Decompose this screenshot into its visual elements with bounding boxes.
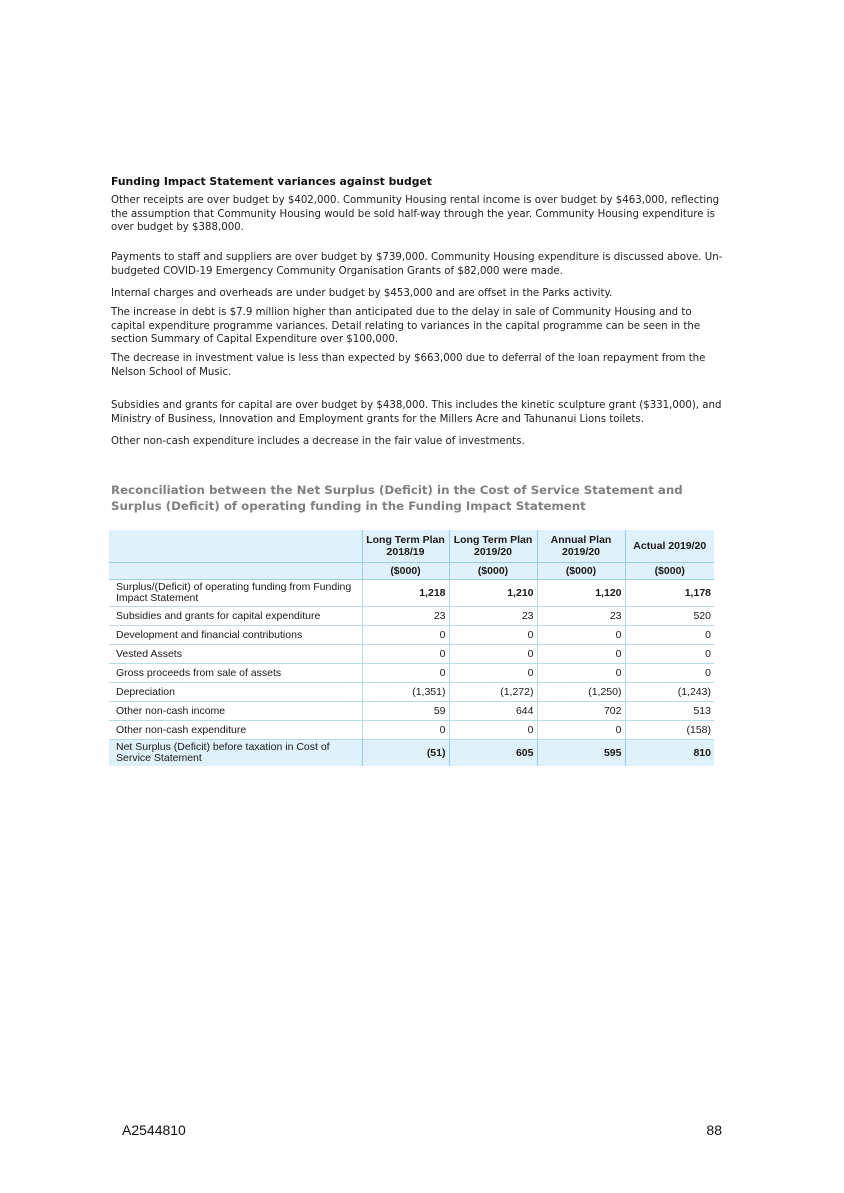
- row-value: 0: [449, 664, 537, 683]
- table-row: [109, 721, 714, 740]
- units-cell: ($000): [449, 563, 537, 580]
- units-cell: ($000): [537, 563, 625, 580]
- table-total-row: [109, 740, 714, 767]
- table-row: [109, 683, 714, 702]
- units-blank-cell: [109, 563, 362, 580]
- row-label: Other non-cash expenditure: [109, 721, 362, 740]
- row-label: Depreciation: [109, 683, 362, 702]
- document-id: A2544810: [122, 1122, 186, 1138]
- row-value: 0: [362, 645, 449, 664]
- paragraph-investment-value: The decrease in investment value is less than expected by $663,000 due to deferral of the loan repayment from the Nelson School of Music.: [111, 353, 706, 378]
- row-value: 0: [537, 626, 625, 645]
- paragraph-subsidies-grants: Subsidies and grants for capital are over budget by $438,000. This includes the kinetic sculpture grant ($331,000), and Ministry of Business, Innovation and Employment grants for the Millers Acre and Tahunanui Lions toilets.: [111, 400, 722, 425]
- row-value: 23: [362, 607, 449, 626]
- row-value: 0: [537, 645, 625, 664]
- units-cell: ($000): [625, 563, 714, 580]
- reconciliation-table: [109, 529, 714, 766]
- reconciliation-title: Reconciliation between the Net Surplus (Deficit) in the Cost of Service Statement and Surplus (Deficit) of operating funding in the Funding Impact Statement: [111, 483, 683, 513]
- row-value: 520: [625, 607, 714, 626]
- row-value: 1,218: [362, 580, 449, 607]
- row-value: 0: [449, 645, 537, 664]
- page-number: 88: [706, 1122, 722, 1138]
- row-value: 1,120: [537, 580, 625, 607]
- table-row: [109, 702, 714, 721]
- paragraph-payments-staff: Payments to staff and suppliers are over budget by $739,000. Community Housing expenditure is discussed above. Un-budgeted COVID-19 Emergency Community Organisation Grants of $82,000 were made.: [111, 252, 723, 277]
- table-units-row: [109, 563, 714, 580]
- row-value: 810: [625, 740, 714, 767]
- row-value: 23: [537, 607, 625, 626]
- row-value: 0: [537, 721, 625, 740]
- row-label: Surplus/(Deficit) of operating funding from Funding Impact Statement: [109, 580, 362, 607]
- row-label: Gross proceeds from sale of assets: [109, 664, 362, 683]
- row-value: (158): [625, 721, 714, 740]
- row-value: 0: [362, 664, 449, 683]
- row-value: 0: [449, 626, 537, 645]
- row-value: (1,250): [537, 683, 625, 702]
- row-value: 0: [625, 626, 714, 645]
- row-label: Subsidies and grants for capital expenditure: [109, 607, 362, 626]
- row-value: 0: [625, 645, 714, 664]
- table-row: [109, 626, 714, 645]
- table-row: [109, 607, 714, 626]
- table-header-row: [109, 530, 714, 563]
- row-value: 513: [625, 702, 714, 721]
- row-value: 1,178: [625, 580, 714, 607]
- table-row: [109, 664, 714, 683]
- row-value: 59: [362, 702, 449, 721]
- column-header: Annual Plan 2019/20: [537, 530, 625, 563]
- row-value: (1,351): [362, 683, 449, 702]
- paragraph-other-receipts: Other receipts are over budget by $402,000. Community Housing rental income is over budget by $463,000, reflecting the assumption that Community Housing would be sold half-way through the year. Community Housing expenditure is over budget by $388,000.: [111, 195, 720, 234]
- header-blank-cell: [109, 530, 362, 563]
- row-value: 0: [625, 664, 714, 683]
- column-header: Long Term Plan 2018/19: [362, 530, 449, 563]
- units-cell: ($000): [362, 563, 449, 580]
- row-value: (51): [362, 740, 449, 767]
- row-value: 23: [449, 607, 537, 626]
- row-value: 644: [449, 702, 537, 721]
- column-header: Actual 2019/20: [625, 530, 714, 563]
- row-label: Other non-cash income: [109, 702, 362, 721]
- row-label: Development and financial contributions: [109, 626, 362, 645]
- table-row: [109, 645, 714, 664]
- table-row: [109, 580, 714, 607]
- paragraph-internal-charges: Internal charges and overheads are under budget by $453,000 and are offset in the Parks activity.: [111, 288, 613, 299]
- row-value: 702: [537, 702, 625, 721]
- paragraph-non-cash: Other non-cash expenditure includes a decrease in the fair value of investments.: [111, 436, 525, 447]
- row-value: 605: [449, 740, 537, 767]
- section-heading: Funding Impact Statement variances against budget: [111, 175, 432, 188]
- row-value: 0: [449, 721, 537, 740]
- row-label: Net Surplus (Deficit) before taxation in Cost of Service Statement: [109, 740, 362, 767]
- row-value: (1,272): [449, 683, 537, 702]
- row-value: 0: [362, 721, 449, 740]
- row-value: 1,210: [449, 580, 537, 607]
- row-value: (1,243): [625, 683, 714, 702]
- row-label: Vested Assets: [109, 645, 362, 664]
- row-value: 0: [537, 664, 625, 683]
- row-value: 0: [362, 626, 449, 645]
- row-value: 595: [537, 740, 625, 767]
- paragraph-debt-increase: The increase in debt is $7.9 million higher than anticipated due to the delay in sale of Community Housing and to capital expenditure programme variances. Detail relating to variances in the capital programme can be seen in the section Summary of Capital Expenditure over $100,000.: [111, 307, 701, 346]
- column-header: Long Term Plan 2019/20: [449, 530, 537, 563]
